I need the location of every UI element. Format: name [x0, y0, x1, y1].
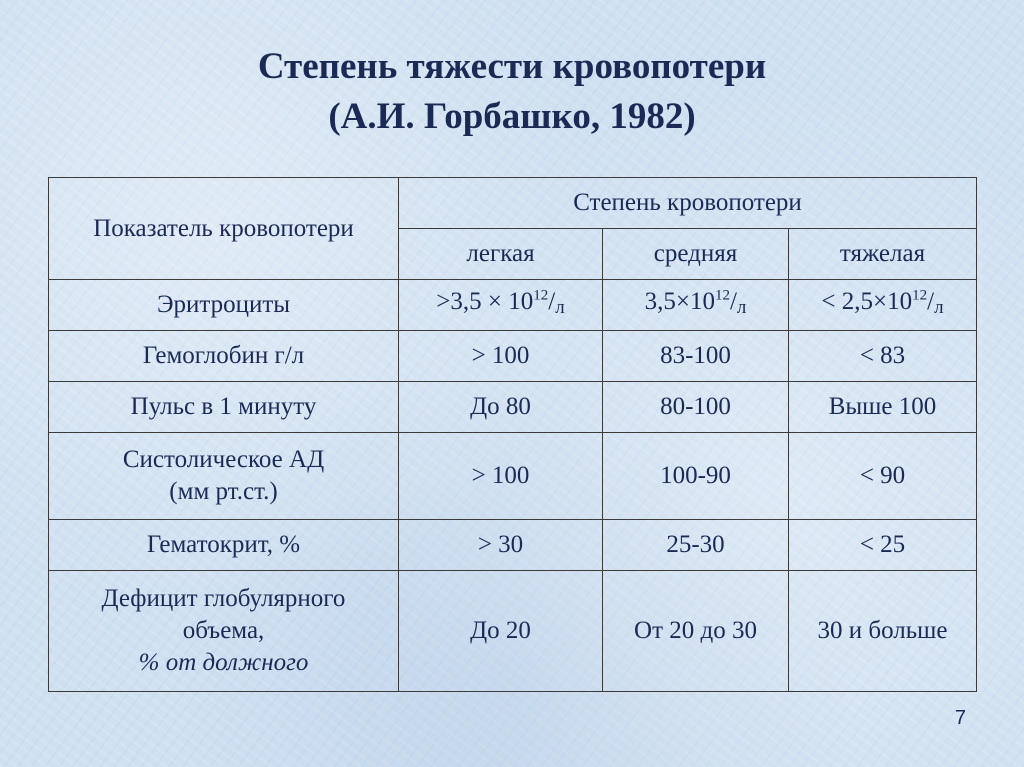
erythrocytes-severe: < $2,5\times 10^{12}/л$ [789, 280, 977, 331]
deficit-label-line-1: Дефицит глобулярного [101, 585, 346, 612]
deficit-mild: До 20 [399, 571, 603, 692]
systolic-severe: < 90 [789, 433, 977, 520]
table-row [49, 331, 977, 382]
header-severe: тяжелая [789, 229, 977, 280]
blood-loss-severity-table [48, 177, 977, 692]
hematocrit-mild: > 30 [399, 520, 603, 571]
systolic-label-line-1: Систолическое АД [122, 446, 325, 473]
systolic-mild: > 100 [399, 433, 603, 520]
header-mild: легкая [399, 229, 603, 280]
hematocrit-moderate: 25-30 [603, 520, 789, 571]
title-line-1: Степень тяжести кровопотери [257, 46, 767, 87]
table-row [49, 433, 977, 520]
hemoglobin-severe: < 83 [789, 331, 977, 382]
table-row [49, 520, 977, 571]
pulse-severe: Выше 100 [789, 382, 977, 433]
hemoglobin-mild: > 100 [399, 331, 603, 382]
header-indicator: Показатель кровопотери [49, 178, 399, 280]
table-row [49, 382, 977, 433]
row-label-systolic [49, 433, 399, 520]
hemoglobin-moderate: 83-100 [603, 331, 789, 382]
header-moderate: средняя [603, 229, 789, 280]
row-label-hemoglobin: Гемоглобин г/л [49, 331, 399, 382]
row-label-hematocrit: Гематокрит, % [49, 520, 399, 571]
pulse-mild: До 80 [399, 382, 603, 433]
deficit-moderate: От 20 до 30 [603, 571, 789, 692]
row-label-deficit [49, 571, 399, 692]
pulse-moderate: 80-100 [603, 382, 789, 433]
table-row [49, 571, 977, 692]
table-row [49, 280, 977, 331]
row-label-erythrocytes: Эритроциты [49, 280, 399, 331]
row-label-pulse: Пульс в 1 минуту [49, 382, 399, 433]
header-degree: Степень кровопотери [399, 178, 977, 229]
deficit-severe: 30 и больше [789, 571, 977, 692]
hematocrit-severe: < 25 [789, 520, 977, 571]
table-header-row [49, 178, 977, 229]
deficit-label-line-3: % от должного [138, 649, 309, 676]
deficit-label-line-2: объема, [182, 617, 265, 644]
slide-title [0, 42, 1024, 142]
systolic-moderate: 100-90 [603, 433, 789, 520]
page-number: 7 [954, 707, 966, 729]
erythrocytes-mild: $>3,5 \times 10^{12}/л$ [399, 280, 603, 331]
title-line-2: (А.И. Горбашко, 1982) [328, 96, 696, 137]
systolic-label-line-2: (мм рт.ст.) [169, 478, 278, 505]
erythrocytes-moderate: $3,5\times 10^{12}/л$ [603, 280, 789, 331]
